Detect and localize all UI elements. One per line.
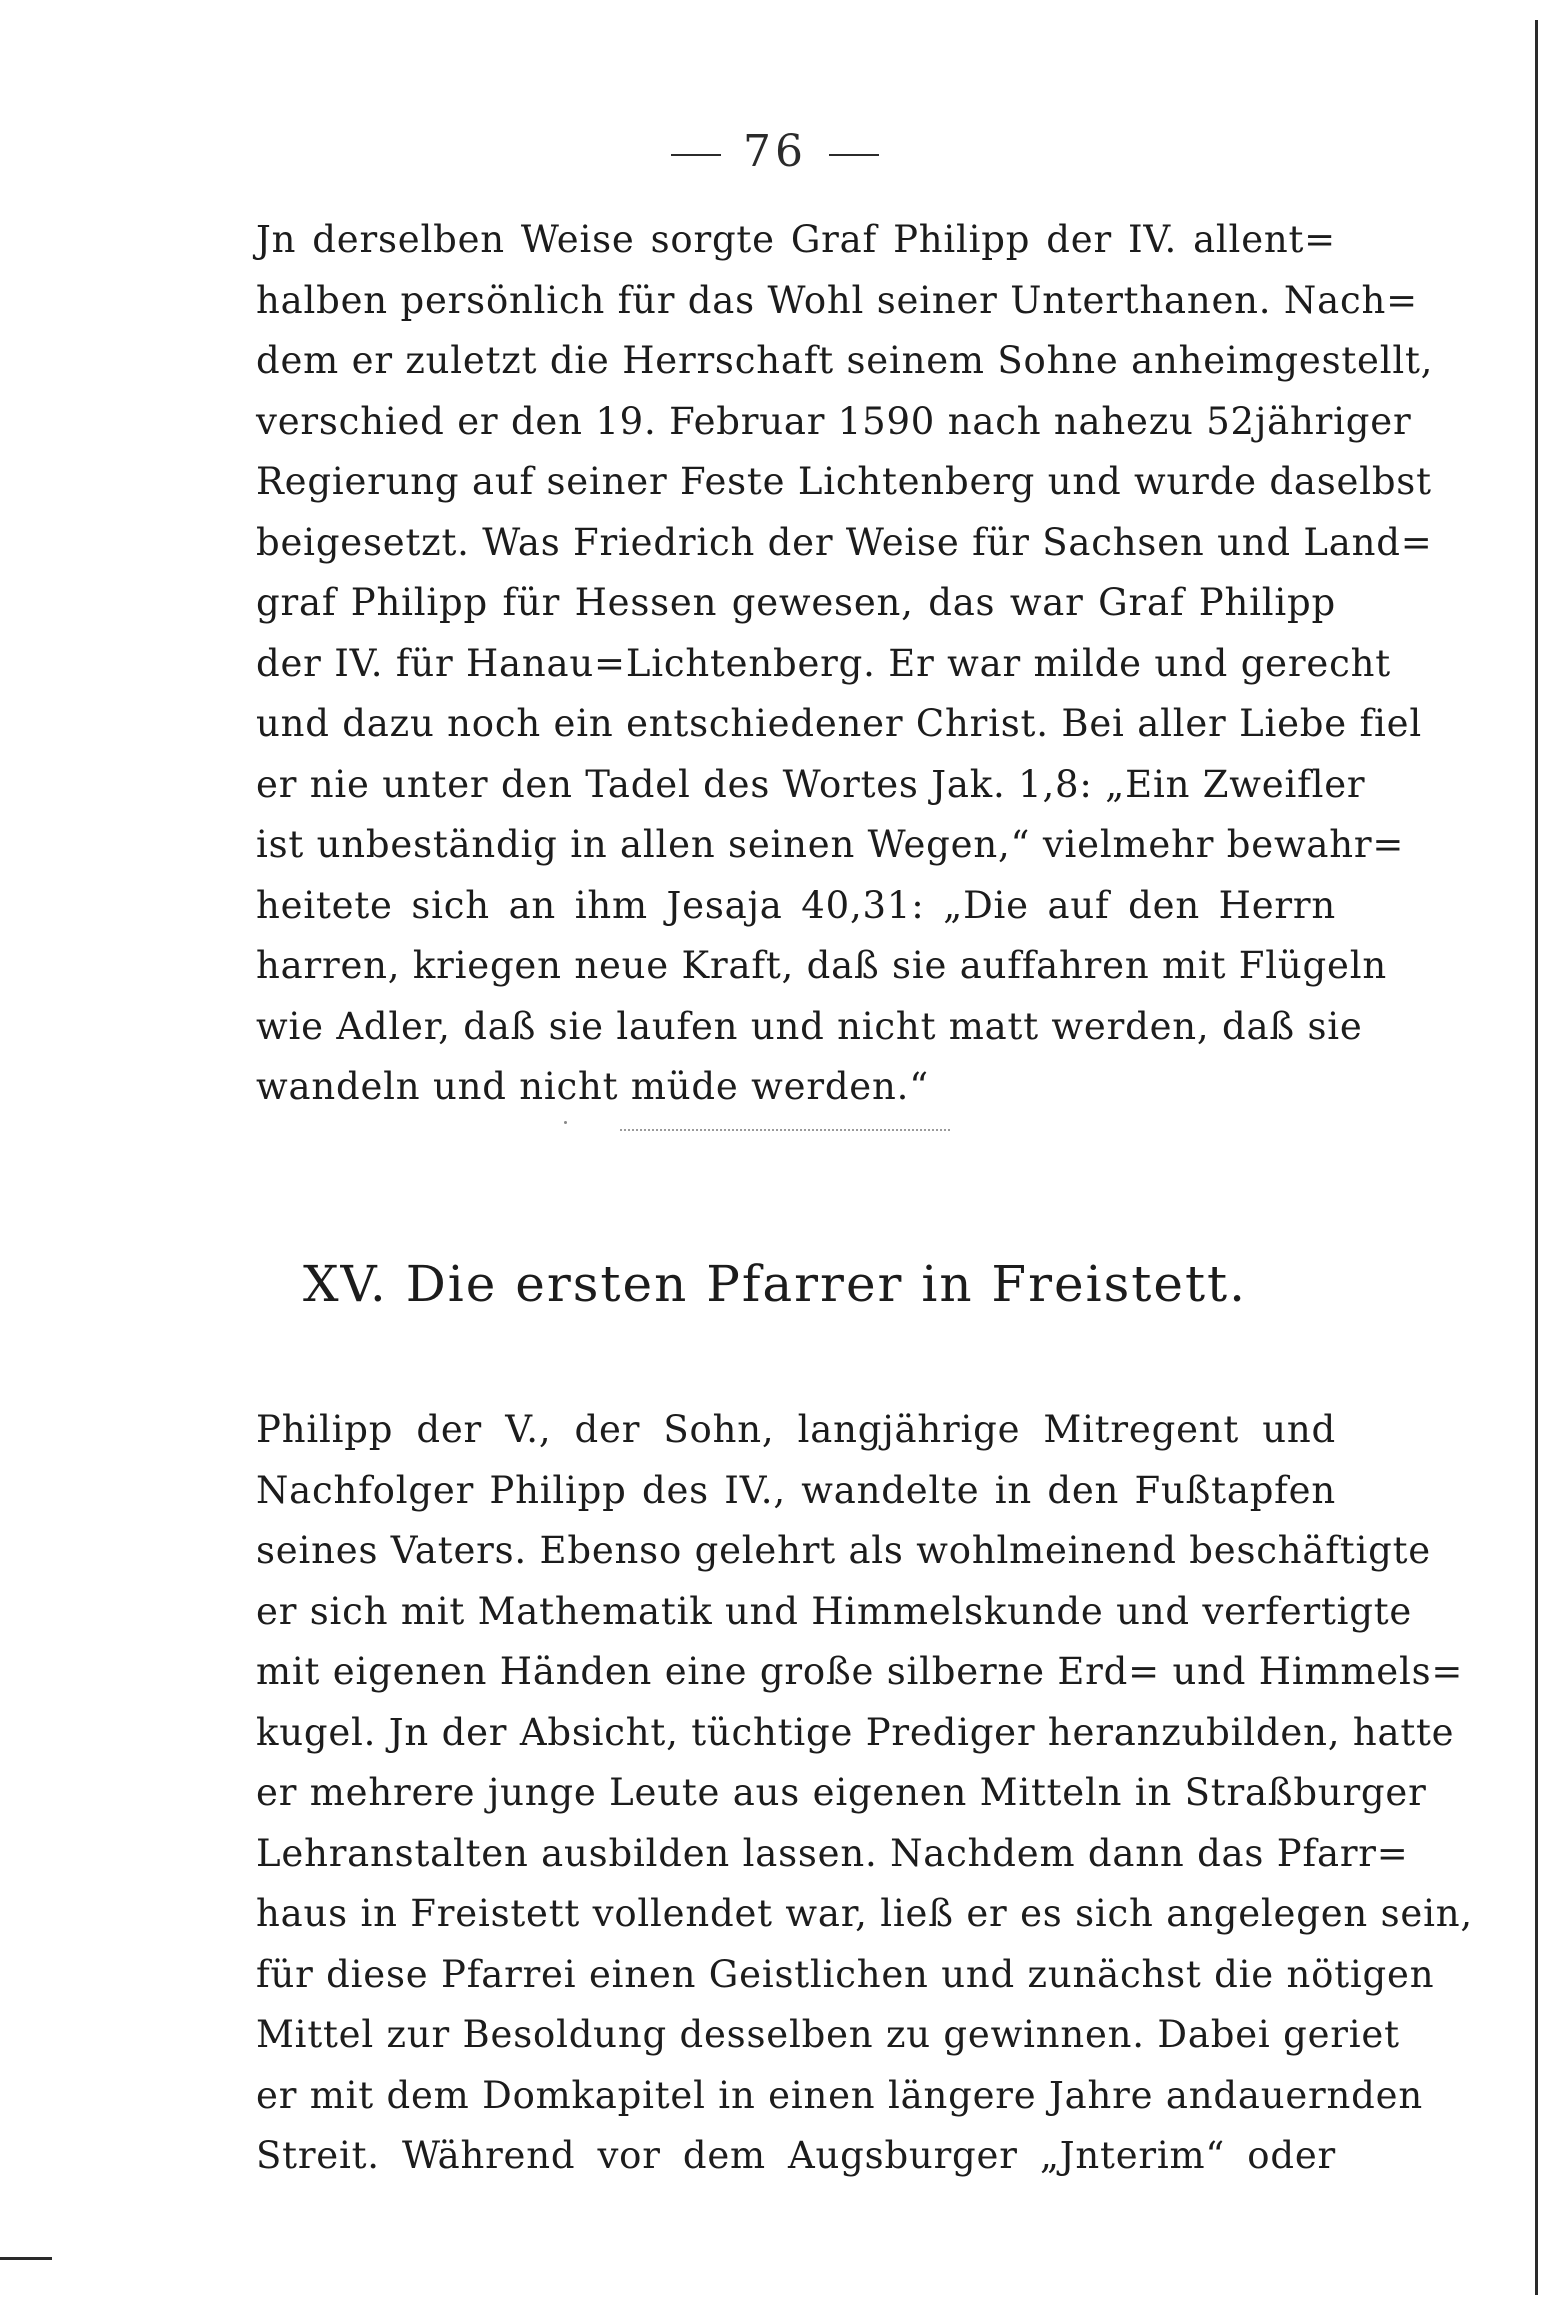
page-number-dash-left bbox=[671, 154, 721, 156]
text-line: kugel. Jn der Absicht, tüchtige Prediger heranzubilden, hatte bbox=[256, 1710, 1455, 1754]
text-line: für diese Pfarrei einen Geistlichen und zunächst die nötigen bbox=[256, 1952, 1435, 1996]
page-number bbox=[0, 126, 1550, 177]
text-line: verschied er den 19. Februar 1590 nach nahezu 52jähriger bbox=[256, 399, 1412, 443]
page-number-value: 76 bbox=[743, 126, 807, 177]
text-line: seines Vaters. Ebenso gelehrt als wohlmeinend beschäftigte bbox=[256, 1529, 1431, 1572]
text-line: Jn derselben Weise sorgte Graf Philipp der IV. allent= bbox=[256, 218, 1336, 261]
text-line: Streit. Während vor dem Augsburger „Jnterim“ oder bbox=[256, 2134, 1336, 2177]
text-line: dem er zuletzt die Herrschaft seinem Sohne anheimgestellt, bbox=[256, 339, 1434, 382]
text-line: halben persönlich für das Wohl seiner Unterthanen. Nach= bbox=[256, 278, 1418, 322]
text-line: wie Adler, daß sie laufen und nicht matt werden, daß sie bbox=[256, 1004, 1363, 1048]
text-line: haus in Freistett vollendet war, ließ er es sich angelegen sein, bbox=[256, 1892, 1473, 1935]
paragraph-philipp-iv bbox=[256, 210, 1434, 1118]
separator-dot bbox=[564, 1121, 567, 1124]
text-line: beigesetzt. Was Friedrich der Weise für Sachsen und Land= bbox=[256, 520, 1433, 564]
corner-mark bbox=[0, 2257, 52, 2260]
text-line: harren, kriegen neue Kraft, daß sie auffahren mit Flügeln bbox=[256, 944, 1387, 987]
text-line: Regierung auf seiner Feste Lichtenberg und wurde daselbst bbox=[256, 460, 1432, 503]
text-line: Philipp der V., der Sohn, langjährige Mitregent und bbox=[256, 1408, 1336, 1451]
text-line: und dazu noch ein entschiedener Christ. Bei aller Liebe fiel bbox=[256, 702, 1422, 745]
section-separator-rule bbox=[620, 1129, 950, 1131]
text-line: Mittel zur Besoldung desselben zu gewinnen. Dabei geriet bbox=[256, 2013, 1400, 2056]
text-line: graf Philipp für Hessen gewesen, das war Graf Philipp bbox=[256, 581, 1336, 624]
section-heading: XV. Die ersten Pfarrer in Freistett. bbox=[302, 1255, 1248, 1313]
page-edge-rule bbox=[1535, 20, 1538, 2295]
text-line: er mehrere junge Leute aus eigenen Mitteln in Straßburger bbox=[256, 1771, 1427, 1814]
text-line: heitete sich an ihm Jesaja 40,31: „Die auf den Herrn bbox=[256, 883, 1336, 927]
text-line: er nie unter den Tadel des Wortes Jak. 1,8: „Ein Zweifler bbox=[256, 762, 1366, 806]
text-line: der IV. für Hanau=Lichtenberg. Er war milde und gerecht bbox=[256, 641, 1391, 685]
text-line: er sich mit Mathematik und Himmelskunde und verfertigte bbox=[256, 1589, 1413, 1633]
paragraph-philipp-v bbox=[256, 1400, 1473, 2187]
page-number-dash-right bbox=[829, 154, 879, 156]
text-line: er mit dem Domkapitel in einen längere Jahre andauernden bbox=[256, 2073, 1423, 2117]
text-line: Nachfolger Philipp des IV., wandelte in den Fußtapfen bbox=[256, 1468, 1336, 1512]
text-line: ist unbeständig in allen seinen Wegen,“ vielmehr bewahr= bbox=[256, 823, 1405, 866]
text-line: wandeln und nicht müde werden.“ bbox=[256, 1065, 929, 1108]
text-line: Lehranstalten ausbilden lassen. Nachdem dann das Pfarr= bbox=[256, 1831, 1409, 1875]
text-line: mit eigenen Händen eine große silberne Erd= und Himmels= bbox=[256, 1650, 1464, 1693]
